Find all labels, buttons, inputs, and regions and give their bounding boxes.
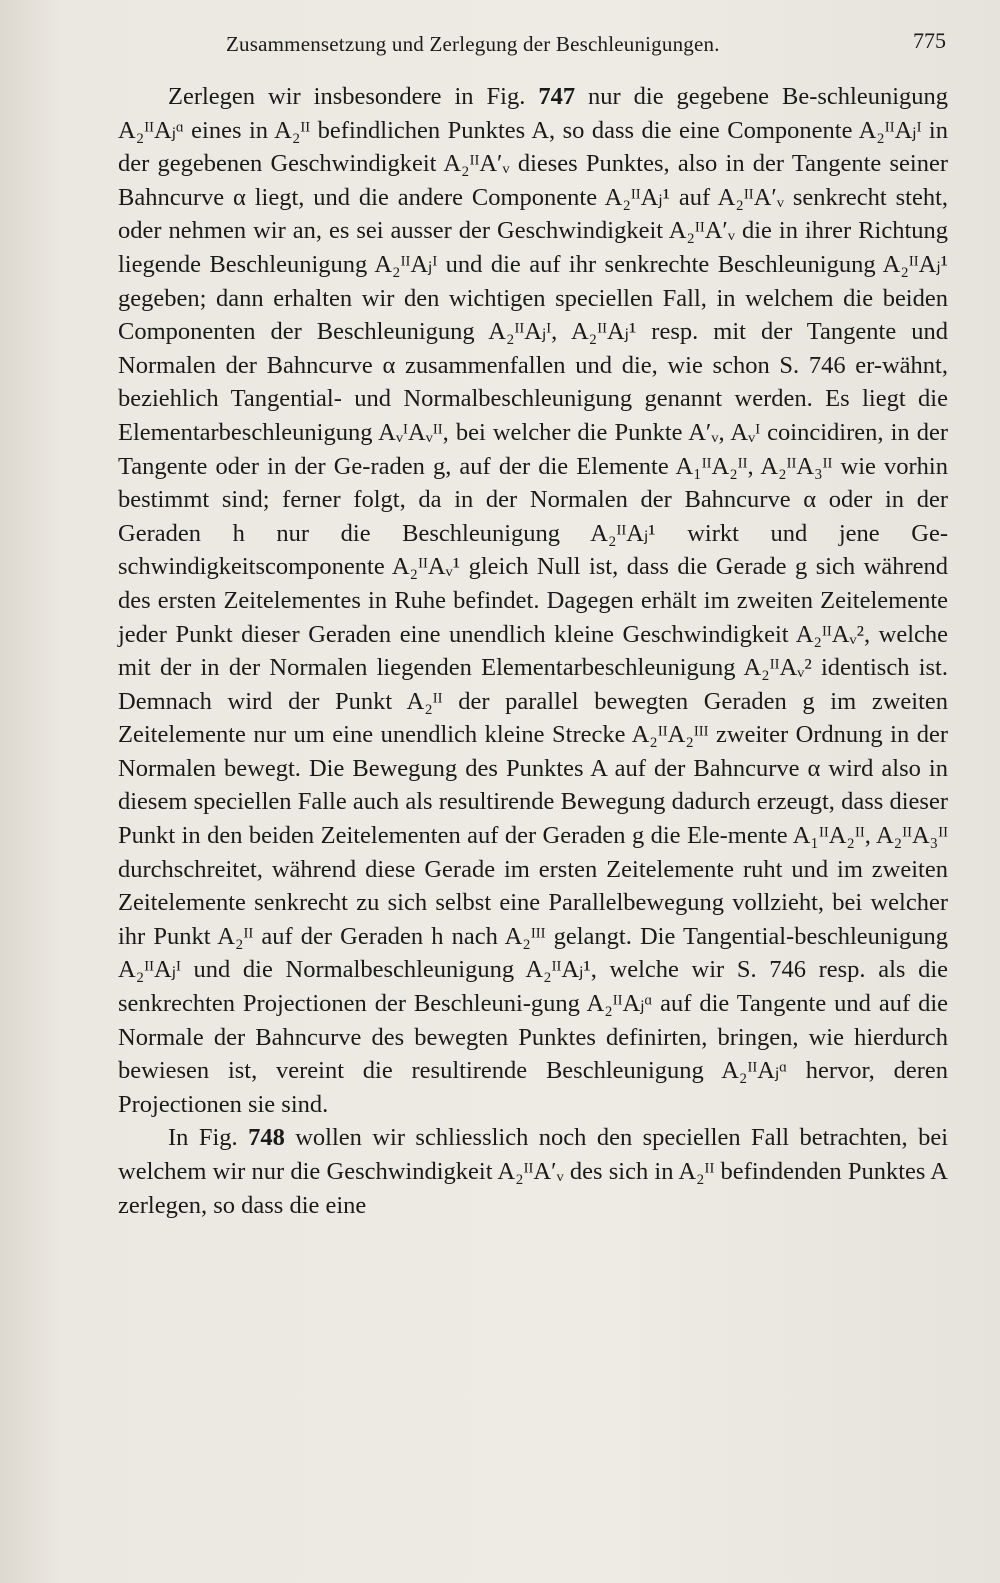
body-text — [118, 80, 948, 1222]
header-title: Zusammensetzung und Zerlegung der Beschleunigungen. — [226, 32, 720, 56]
figure-reference: 747 — [538, 83, 576, 110]
paragraph-lead: Zerlegen wir insbesondere in Fig. — [168, 83, 526, 110]
running-header — [226, 28, 946, 60]
paragraph-text: nur die gegebene Be-schleunigung A₂ᴵᴵAⱼᵅ eines in A₂ᴵᴵ befindlichen Punktes A, so dass die eine Componente A₂ᴵᴵAⱼᴵ in der gegebenen Geschwindigkeit A₂ᴵᴵA′ᵥ dieses Punktes, also in der Tangente seiner Bahncurve α liegt, und die andere Componente A₂ᴵᴵAⱼ¹ auf A₂ᴵᴵA′ᵥ senkrecht steht, oder nehmen wir an, es sei ausser der Geschwindigkeit A₂ᴵᴵA′ᵥ die in ihrer Richtung liegende Beschleunigung A₂ᴵᴵAⱼᴵ und die auf ihr senkrechte Beschleunigung A₂ᴵᴵAⱼ¹ gegeben; dann erhalten wir den wichtigen speciellen Fall, in welchem die beiden Componenten der Beschleunigung A₂ᴵᴵAⱼᴵ, A₂ᴵᴵAⱼ¹ resp. mit der Tangente und Normalen der Bahncurve α zusammenfallen und die, wie schon S. 746 er-wähnt, beziehlich Tangential- und Normalbeschleunigung genannt werden. Es liegt die Elementarbeschleunigung AᵥᴵAᵥᴵᴵ, bei welcher die Punkte A′ᵥ, Aᵥᴵ coincidiren, in der Tangente oder in der Ge-raden g, auf der die Elemente A₁ᴵᴵA₂ᴵᴵ, A₂ᴵᴵA₃ᴵᴵ wie vorhin bestimmt sind; ferner folgt, da in der Normalen der Bahncurve α oder in der Geraden h nur die Beschleunigung A₂ᴵᴵAⱼ¹ wirkt und jene Ge-schwindigkeitscomponente A₂ᴵᴵAᵥ¹ gleich Null ist, dass die Gerade g sich während des ersten Zeitelementes in Ruhe befindet. Dagegen erhält im zweiten Zeitelemente jeder Punkt dieser Geraden eine unendlich kleine Geschwindigkeit A₂ᴵᴵAᵥ², welche mit der in der Normalen liegenden Elementarbeschleunigung A₂ᴵᴵAᵥ² identisch ist. Demnach wird der Punkt A₂ᴵᴵ der parallel bewegten Geraden g im zweiten Zeitelemente nur um eine unendlich kleine Strecke A₂ᴵᴵA₂ᴵᴵᴵ zweiter Ordnung in der Normalen bewegt. Die Bewegung des Punktes A auf der Bahncurve α wird also in diesem speciellen Falle auch als resultirende Bewegung dadurch erzeugt, dass dieser Punkt in den beiden Zeitelementen auf der Geraden g die Ele-mente A₁ᴵᴵA₂ᴵᴵ, A₂ᴵᴵA₃ᴵᴵ durchschreitet, während diese Gerade im ersten Zeitelemente ruht und im zweiten Zeitelemente senkrecht zu sich selbst eine Parallelbewegung vollzieht, bei welcher ihr Punkt A₂ᴵᴵ auf der Geraden h nach A₂ᴵᴵᴵ gelangt. Die Tangential-beschleunigung A₂ᴵᴵAⱼᴵ und die Normalbeschleunigung A₂ᴵᴵAⱼ¹, welche wir S. 746 resp. als die senkrechten Projectionen der Beschleuni-gung A₂ᴵᴵAⱼᵅ auf die Tangente und auf die Normale der Bahncurve des bewegten Punktes definirten, bringen, wie hierdurch bewiesen ist, vereint die resultirende Beschleunigung A₂ᴵᴵAⱼᵅ hervor, deren Projectionen sie sind. — [118, 83, 949, 1118]
paragraph — [118, 1121, 948, 1222]
paragraph-text: wollen wir schliesslich noch den speciellen Fall betrachten, bei welchem wir nur die Geschwindigkeit A₂ᴵᴵA′ᵥ des sich in A₂ᴵᴵ befindenden Punktes A zerlegen, so dass die eine — [118, 1124, 949, 1219]
page-number: 775 — [913, 28, 946, 53]
paragraph — [118, 80, 948, 1121]
figure-reference: 748 — [248, 1124, 285, 1152]
paragraph-lead: In Fig. — [168, 1124, 238, 1152]
